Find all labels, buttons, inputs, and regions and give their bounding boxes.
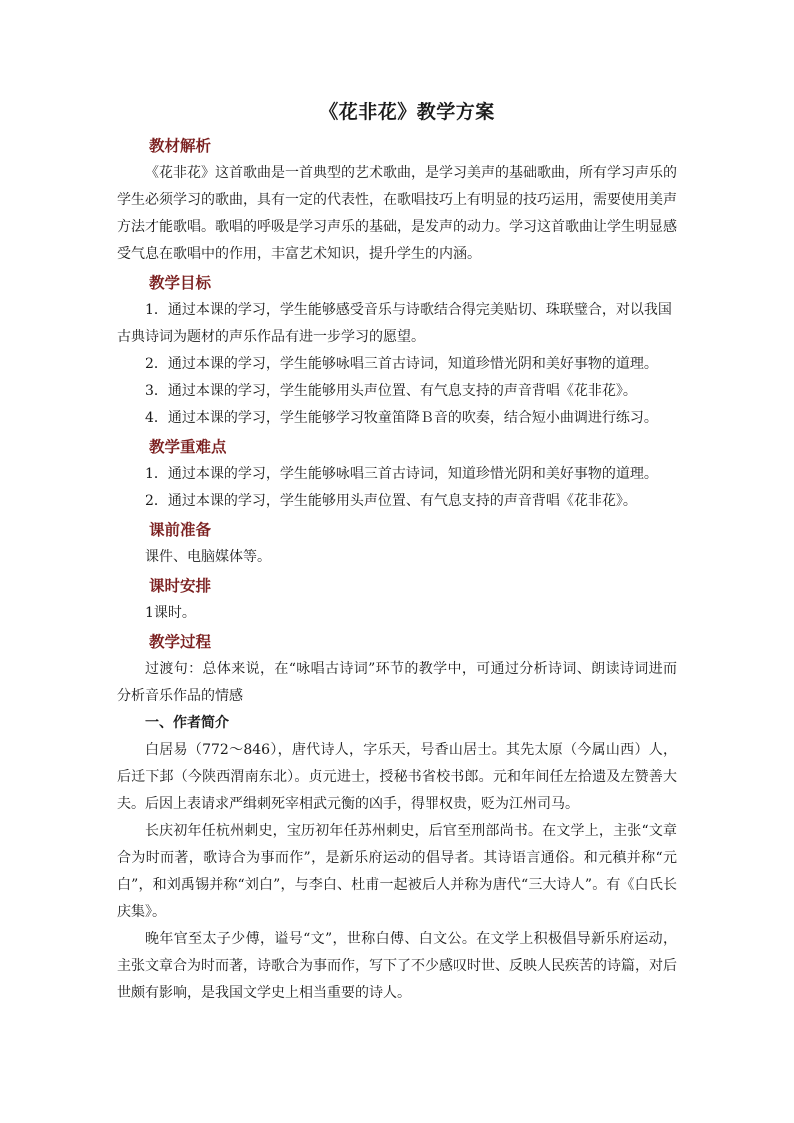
document-content [117,98,677,1007]
zhongnandian-item-1: 1．通过本课的学习，学生能够咏唱三首古诗词，知道珍惜光阴和美好事物的道理。 [145,466,658,482]
page-title: 《花非花》教学方案 [319,101,495,123]
guocheng-transition: 过渡句：总体来说，在“咏唱古诗词”环节的教学中，可通过分析诗词、朗读诗词进而分析音乐作品的情感 [117,661,677,704]
zhunbei-text: 课件、电脑媒体等。 [145,549,271,565]
author-paragraph-3: 晚年官至太子少傅，谥号“文”，世称白傅、白文公。在文学上积极倡导新乐府运动，主张文章合为时而著，诗歌合为事而作，写下了不少感叹时世、反映人民疾苦的诗篇，对后世颇有影响，是我国文学史上相当重要的诗人。 [117,931,677,1001]
zhongnandian-item-2: 2．通过本课的学习，学生能够用头声位置、有气息支持的声音背唱《花非花》。 [145,493,637,509]
heading-anpai: 课时安排 [149,577,212,595]
heading-zhunbei: 课前准备 [149,521,212,539]
heading-jiaocai: 教材解析 [149,137,212,155]
anpai-text: 1课时。 [145,605,196,621]
mubiao-item-4: 4．通过本课的学习，学生能够学习牧童笛降Ｂ音的吹奏，结合短小曲调进行练习。 [145,410,658,426]
mubiao-item-3: 3．通过本课的学习，学生能够用头声位置、有气息支持的声音背唱《花非花》。 [145,383,637,399]
author-paragraph-2: 长庆初年任杭州刺史，宝历初年任苏州刺史，后官至刑部尚书。在文学上，主张“文章合为时而著，歌诗合为事而作”，是新乐府运动的倡导者。其诗语言通俗。和元稹并称“元白”，和刘禹锡并称“刘白”，与李白、杜甫一起被后人并称为唐代“三大诗人”。有《白氏长庆集》。 [117,823,677,920]
heading-zhongnandian: 教学重难点 [149,438,227,456]
author-paragraph-1: 白居易（772～846），唐代诗人，字乐天，号香山居士。其先太原（今属山西）人，后迁下邽（今陕西渭南东北）。贞元进士，授秘书省校书郎。元和年间任左拾遗及左赞善大夫。后因上表请求严缉刺死宰相武元衡的凶手，得罪权贵，贬为江州司马。 [117,742,677,812]
heading-guocheng: 教学过程 [149,633,212,651]
mubiao-item-1: 1．通过本课的学习，学生能够感受音乐与诗歌结合得完美贴切、珠联璧合，对以我国古典诗词为题材的声乐作品有进一步学习的愿望。 [117,302,672,345]
mubiao-item-2: 2．通过本课的学习，学生能够咏唱三首古诗词，知道珍惜光阴和美好事物的道理。 [145,356,658,372]
paragraph-jiaocai: 《花非花》这首歌曲是一首典型的艺术歌曲，是学习美声的基础歌曲，所有学习声乐的学生必须学习的歌曲，具有一定的代表性，在歌唱技巧上有明显的技巧运用，需要使用美声方法才能歌唱。歌唱的呼吸是学习声乐的基础，是发声的动力。学习这首歌曲让学生明显感受气息在歌唱中的作用，丰富艺术知识，提升学生的内涵。 [117,165,677,262]
heading-mubiao: 教学目标 [149,274,212,292]
subheading-author: 一、作者简介 [145,715,229,731]
